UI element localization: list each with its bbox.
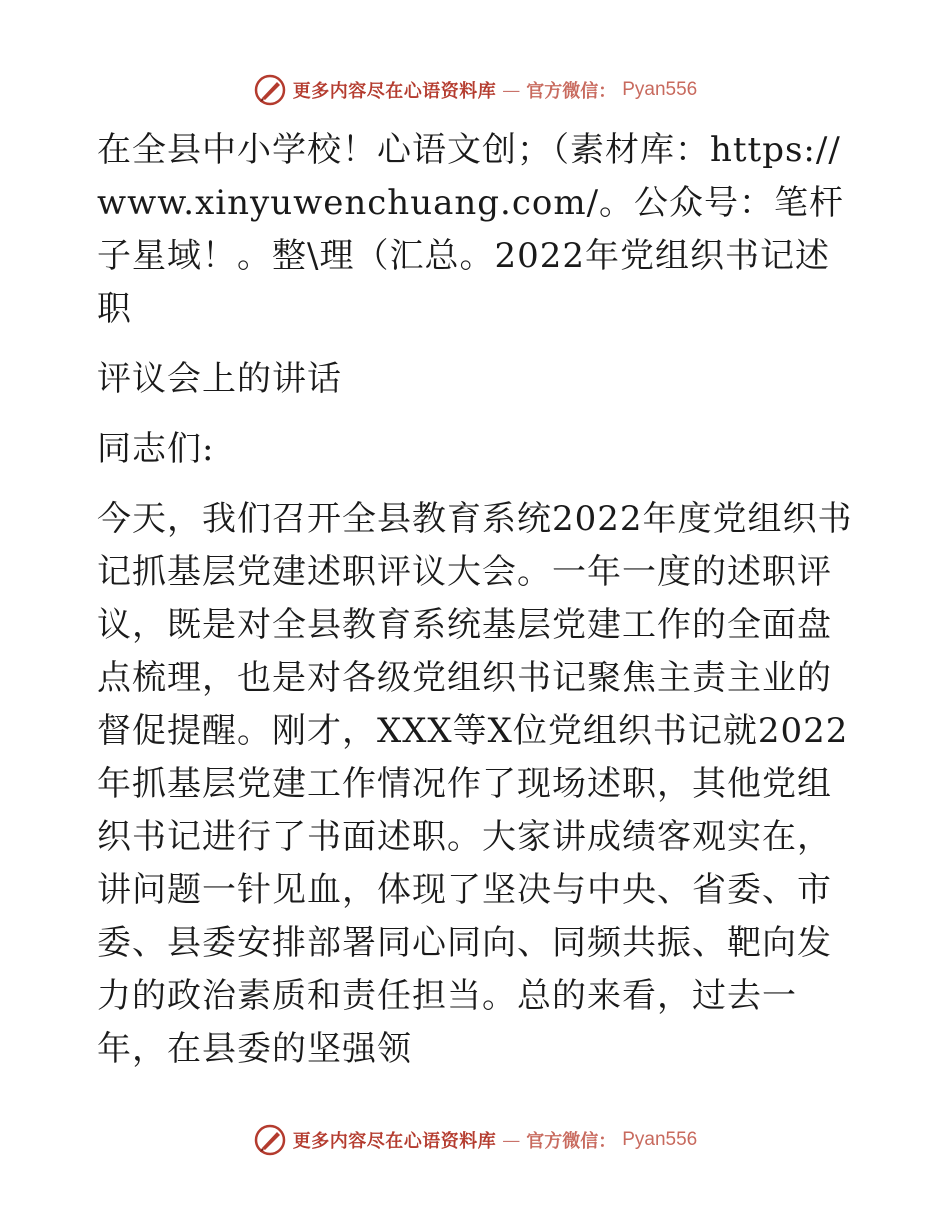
banner-dash: —	[502, 79, 521, 101]
footer-watermark-banner	[0, 1120, 950, 1160]
paragraph-intro: 在全县中小学校！心语文创；（素材库：https://www.xinyuwenchuang.com/。公众号：笔杆子星域！。整\理（汇总。2022年党组织书记述职	[97, 130, 845, 329]
banner-sub-text: 官方微信：	[526, 1131, 617, 1152]
paragraph-title-cont: 评议会上的讲话	[97, 359, 342, 399]
banner-wechat-id: Pyan556	[622, 79, 698, 100]
paragraph-body: 今天，我们召开全县教育系统2022年度党组织书记抓基层党建述职评议大会。一年一度的述职评议，既是对全县教育系统基层党建工作的全面盘点梳理，也是对各级党组织书记聚焦主责主业的督促提醒。刚才，XXX等X位党组织书记就2022年抓基层党建工作情况作了现场述职，其他党组织书记进行了书面述职。大家讲成绩客观实在，讲问题一针见血，体现了坚决与中央、省委、市委、县委安排部署同心同向、同频共振、靶向发力的政治素质和责任担当。总的来看，过去一年，在县委的坚强领	[97, 499, 853, 1069]
paragraph-salutation: 同志们:	[97, 429, 215, 469]
banner-wechat-id: Pyan556	[622, 1129, 698, 1150]
quill-pen-circle-icon	[253, 73, 287, 107]
quill-pen-circle-icon	[253, 1123, 287, 1157]
banner-main-text: 更多内容尽在心语资料库	[292, 1131, 497, 1152]
document-body	[97, 124, 853, 1076]
banner-dash: —	[502, 1129, 521, 1151]
banner-main-text: 更多内容尽在心语资料库	[292, 81, 497, 102]
banner-sub-text: 官方微信：	[526, 81, 617, 102]
header-watermark-banner	[0, 70, 950, 110]
